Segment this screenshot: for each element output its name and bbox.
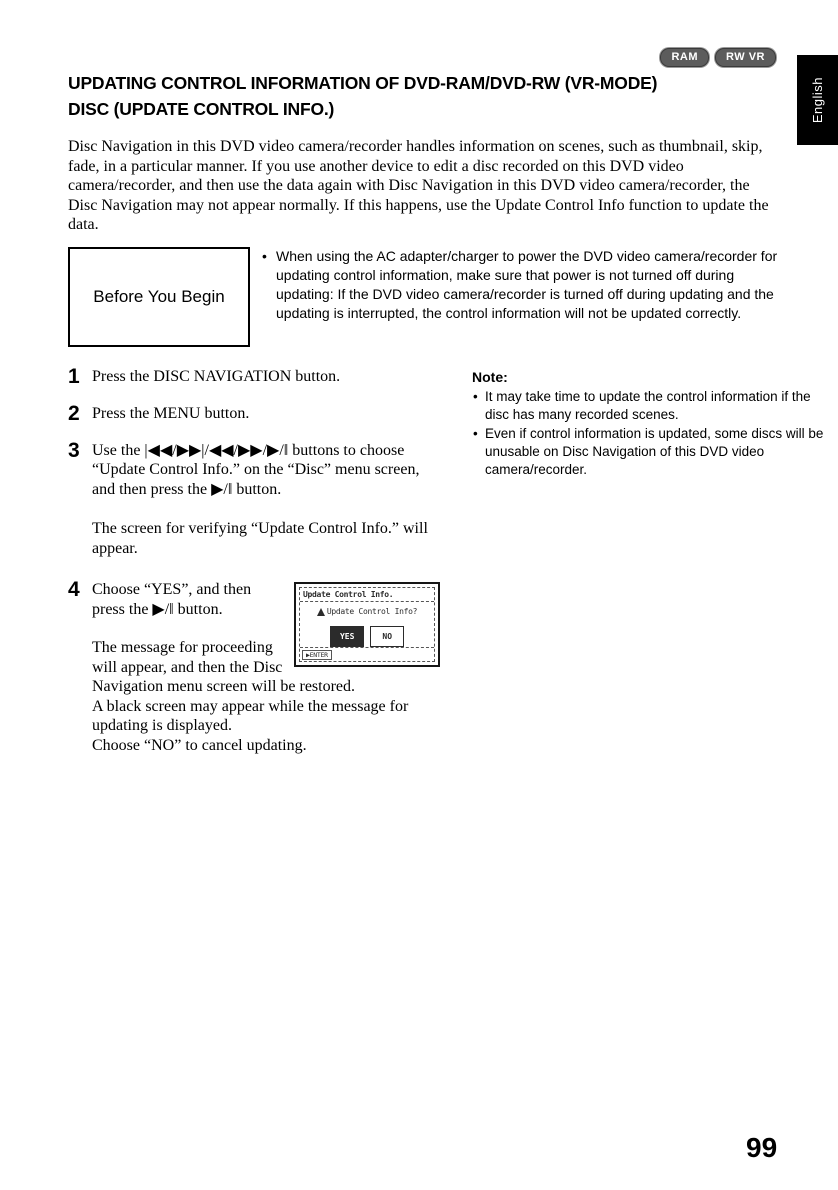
step-4-text: Choose “YES”, and then press the ▶/‖ button. bbox=[92, 581, 252, 618]
disc-type-badges bbox=[660, 48, 776, 67]
note-title: Note: bbox=[472, 368, 508, 385]
step-2 bbox=[68, 401, 440, 425]
lcd-buttons bbox=[330, 626, 404, 648]
before-you-begin-box bbox=[68, 247, 250, 347]
step-4-para1: The message for proceeding will appear, and then the Disc Navigation menu screen will be restored. bbox=[92, 639, 356, 695]
page-number: 99 bbox=[746, 1132, 778, 1163]
steps-column bbox=[68, 364, 440, 773]
lcd-no-button: NO bbox=[370, 626, 404, 648]
note-item: • Even if control information is updated, some discs will be unusable on Disc Navigation of this DVD video camera/recorder. bbox=[472, 425, 824, 479]
badge-rw-vr: RW VR bbox=[715, 48, 776, 67]
lcd-prompt bbox=[317, 602, 417, 622]
lcd-yes-button: YES bbox=[330, 626, 364, 648]
lcd-enter-hint: ▶ENTER bbox=[302, 650, 332, 660]
before-you-begin-section bbox=[68, 247, 780, 347]
intro-paragraph: Disc Navigation in this DVD video camera/recorder handles information on scenes, such as thumbnail, skip, fade, in a particular manner. If you use another device to edit a disc recorded on this DVD video camera/recorder, and then use the data again with Disc Navigation in this DVD video camera/recorder, the Disc Navigation may not appear normally. If this happens, use the Update Control Info function to update the data. bbox=[68, 138, 769, 233]
note-column bbox=[472, 367, 824, 773]
step-1-number: 1 bbox=[68, 364, 80, 388]
note-list bbox=[472, 388, 824, 479]
step-3-followup: The screen for verifying “Update Control Info.” will appear. bbox=[92, 520, 428, 557]
step-4-number: 4 bbox=[68, 578, 80, 601]
note-item: • It may take time to update the control information if the disc has many recorded scenes. bbox=[472, 388, 824, 424]
step-3 bbox=[68, 438, 440, 500]
alert-icon bbox=[317, 608, 325, 616]
language-tab bbox=[797, 55, 838, 145]
language-tab-label: English bbox=[810, 76, 825, 124]
step-4-body bbox=[92, 580, 440, 755]
page-title-line2: DISC (UPDATE CONTROL INFO.) bbox=[68, 99, 335, 119]
lcd-prompt-text: Update Control Info? bbox=[326, 607, 418, 616]
badge-ram: RAM bbox=[660, 48, 709, 67]
page-title bbox=[68, 70, 780, 122]
step-2-number: 2 bbox=[68, 401, 80, 425]
lcd-footer bbox=[300, 647, 434, 661]
step-4 bbox=[68, 580, 440, 755]
steps-and-notes bbox=[68, 364, 824, 773]
step-4-para2: A black screen may appear while the message for updating is displayed. bbox=[92, 697, 409, 734]
step-1 bbox=[68, 364, 440, 388]
step-2-text: Press the MENU button. bbox=[92, 404, 250, 422]
step-4-para3: Choose “NO” to cancel updating. bbox=[92, 736, 307, 754]
step-1-text: Press the DISC NAVIGATION button. bbox=[92, 367, 341, 385]
before-you-begin-note: • When using the AC adapter/charger to power the DVD video camera/recorder for updating control information, make sure that power is not turned off during updating: If the DVD video camera/recorder is turned off during updating and the updating is interrupted, the control information will not be updated correctly. bbox=[260, 247, 780, 347]
step-3-text: Use the |◀◀/▶▶|/◀◀/▶▶/▶/‖ buttons to choose “Update Control Info.” on the “Disc” menu screen, and then press the ▶/‖ button. bbox=[92, 441, 420, 498]
lcd-screen-body bbox=[300, 602, 434, 647]
page-title-line1: UPDATING CONTROL INFORMATION OF DVD-RAM/DVD-RW (VR-MODE) bbox=[68, 73, 658, 93]
lcd-screen-inner bbox=[299, 587, 435, 662]
step-3-number: 3 bbox=[68, 438, 80, 462]
lcd-screen-title: Update Control Info. bbox=[300, 588, 434, 602]
before-you-begin-label: Before You Begin bbox=[93, 286, 225, 306]
lcd-screen-figure bbox=[294, 582, 440, 667]
